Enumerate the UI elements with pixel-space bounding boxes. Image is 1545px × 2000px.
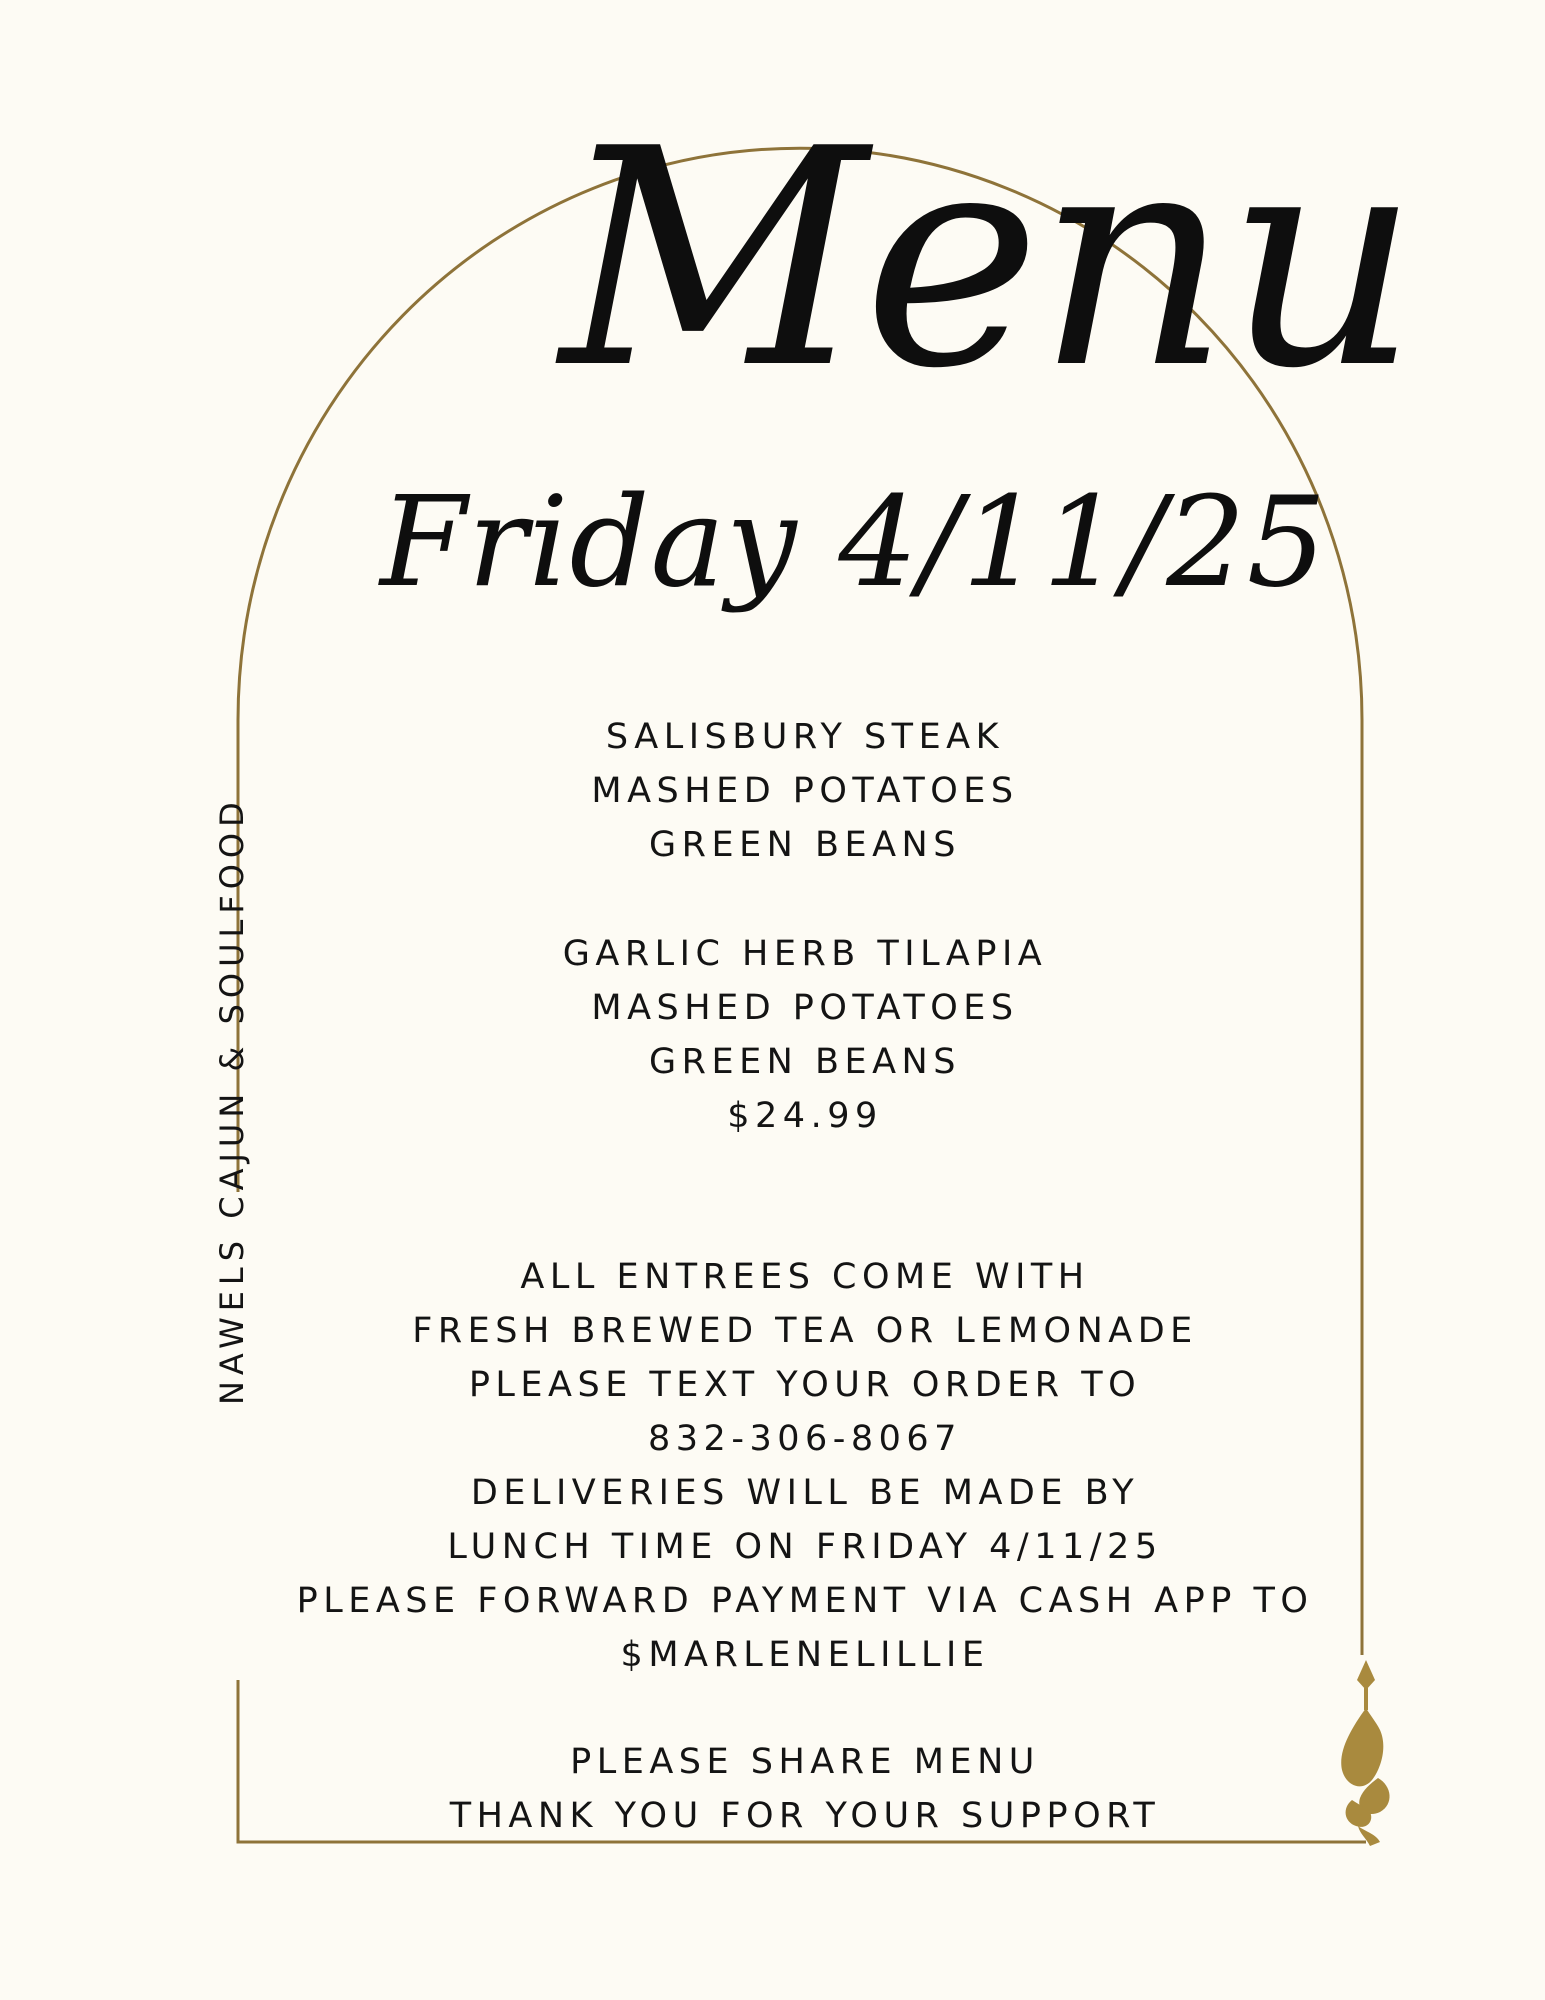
entree-1-side-2: GREEN BEANS	[649, 825, 961, 865]
entree-2-side-1: MASHED POTATOES	[591, 988, 1019, 1028]
entree-1-side-1: MASHED POTATOES	[591, 771, 1019, 811]
menu-script-title: Menu	[560, 85, 1416, 434]
closing-line-2: THANK YOU FOR YOUR SUPPORT	[449, 1796, 1161, 1836]
info-line-5: LUNCH TIME ON FRIDAY 4/11/25	[447, 1527, 1163, 1567]
entree-1	[230, 710, 1380, 872]
entree-2-side-2: GREEN BEANS	[649, 1042, 961, 1082]
info-line-6: PLEASE FORWARD PAYMENT VIA CASH APP TO	[296, 1581, 1314, 1621]
date-script-title: Friday 4/11/25	[380, 470, 1328, 615]
restaurant-name-vertical: NAWELS CAJUN & SOULFOOD	[213, 796, 251, 1405]
info-line-4: DELIVERIES WILL BE MADE BY	[470, 1473, 1140, 1513]
info-line-1: ALL ENTREES COME WITH	[520, 1257, 1090, 1297]
cash-app-tag: $MARLENELILLIE	[620, 1635, 990, 1675]
entree-1-main: SALISBURY STEAK	[605, 717, 1005, 757]
closing-line-1: PLEASE SHARE MENU	[570, 1742, 1040, 1782]
closing-text	[230, 1735, 1380, 1843]
price: $24.99	[727, 1096, 883, 1136]
phone-number: 832-306-8067	[648, 1419, 962, 1459]
info-line-3: PLEASE TEXT YOUR ORDER TO	[468, 1365, 1142, 1405]
info-line-2: FRESH BREWED TEA OR LEMONADE	[412, 1311, 1198, 1351]
order-info	[230, 1250, 1380, 1682]
entree-2-main: GARLIC HERB TILAPIA	[562, 934, 1048, 974]
entree-2	[230, 927, 1380, 1143]
